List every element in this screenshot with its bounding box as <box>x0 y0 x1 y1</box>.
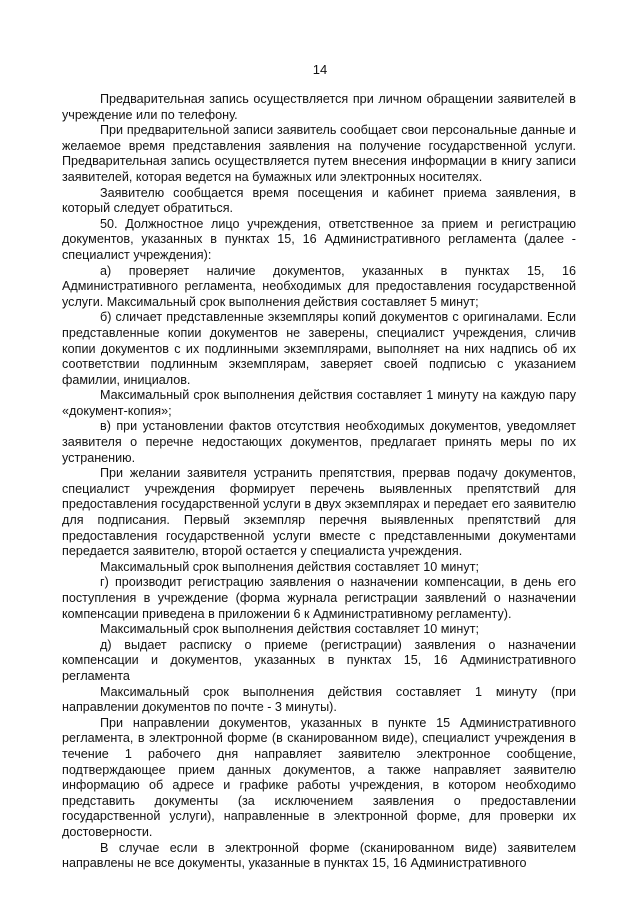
paragraph: При предварительной записи заявитель сообщает свои персональные данные и желаемое время представления заявления на получение государственной услуги. Предварительная запись осуществляется путем внесения информации в книгу записи заявителей, которая ведется на бумажных или электронных носителях. <box>62 123 576 184</box>
paragraph: Максимальный срок выполнения действия составляет 10 минут; <box>100 622 479 637</box>
paragraph: Максимальный срок выполнения действия составляет 1 минуту (при направлении документов по почте - 3 минуты). <box>62 684 576 715</box>
paragraph: б) сличает представленные экземпляры копий документов с оригиналами. Если представленные копии документов не заверены, специалист учреждения, сличив копии документов с их подлинными экземплярами, выполняет на них надпись об их соответствии подлинным экземплярам, заверяет своей подписью с указанием фамилии, инициалов. <box>62 310 576 387</box>
document-body <box>62 92 576 872</box>
paragraph: Заявителю сообщается время посещения и кабинет приема заявления, в который следует обратиться. <box>62 185 576 216</box>
paragraph: Предварительная запись осуществляется при личном обращении заявителей в учреждение или по телефону. <box>62 92 576 122</box>
paragraph: в) при установлении фактов отсутствия необходимых документов, уведомляет заявителя о перечне недостающих документов, предлагает принять меры по их устранению. <box>62 419 576 465</box>
paragraph: д) выдает расписку о приеме (регистрации) заявления о назначении компенсации и документов, указанных в пунктах 15, 16 Административного регламента <box>62 637 576 683</box>
paragraph: 50. Должностное лицо учреждения, ответственное за прием и регистрацию документов, указанных в пунктах 15, 16 Административного регламента (далее - специалист учреждения): <box>62 216 576 262</box>
paragraph: Максимальный срок выполнения действия составляет 10 минут; <box>100 559 479 574</box>
paragraph: Максимальный срок выполнения действия составляет 1 минуту на каждую пару «документ-копия»; <box>62 388 576 418</box>
paragraph: В случае если в электронной форме (сканированном виде) заявителем направлены не все документы, указанные в пунктах 15, 16 Административного <box>62 840 576 871</box>
paragraph: При направлении документов, указанных в пункте 15 Административного регламента, в электронной форме (в сканированном виде), специалист учреждения в течение 1 рабочего дня направляет заявителю электронное сообщение, подтверждающее прием данных документов, а также направляет заявителю информацию об адресе и графике работы учреждения, в котором необходимо представить документы (за исключением заявления о предоставлении государственной услуги), направленные в электронной форме, для проверки их достоверности. <box>62 715 576 839</box>
paragraph: г) производит регистрацию заявления о назначении компенсации, в день его поступления в учреждение (форма журнала регистрации заявлений о назначении компенсации приведена в приложении 6 к Административному регламенту). <box>62 575 576 621</box>
page-number: 14 <box>312 62 328 77</box>
paragraph: а) проверяет наличие документов, указанных в пунктах 15, 16 Административного регламента, необходимых для предоставления государственной услуги. Максимальный срок выполнения действия составляет 5 минут; <box>62 263 576 309</box>
paragraph: При желании заявителя устранить препятствия, прервав подачу документов, специалист учреждения формирует перечень выявленных препятствий для предоставления государственной услуги в двух экземплярах и передает его заявителю для подписания. Первый экземпляр перечня выявленных препятствий для предоставления государственной услуги вместе с представленными документами передается заявителю, второй остается у специалиста учреждения. <box>62 466 576 559</box>
